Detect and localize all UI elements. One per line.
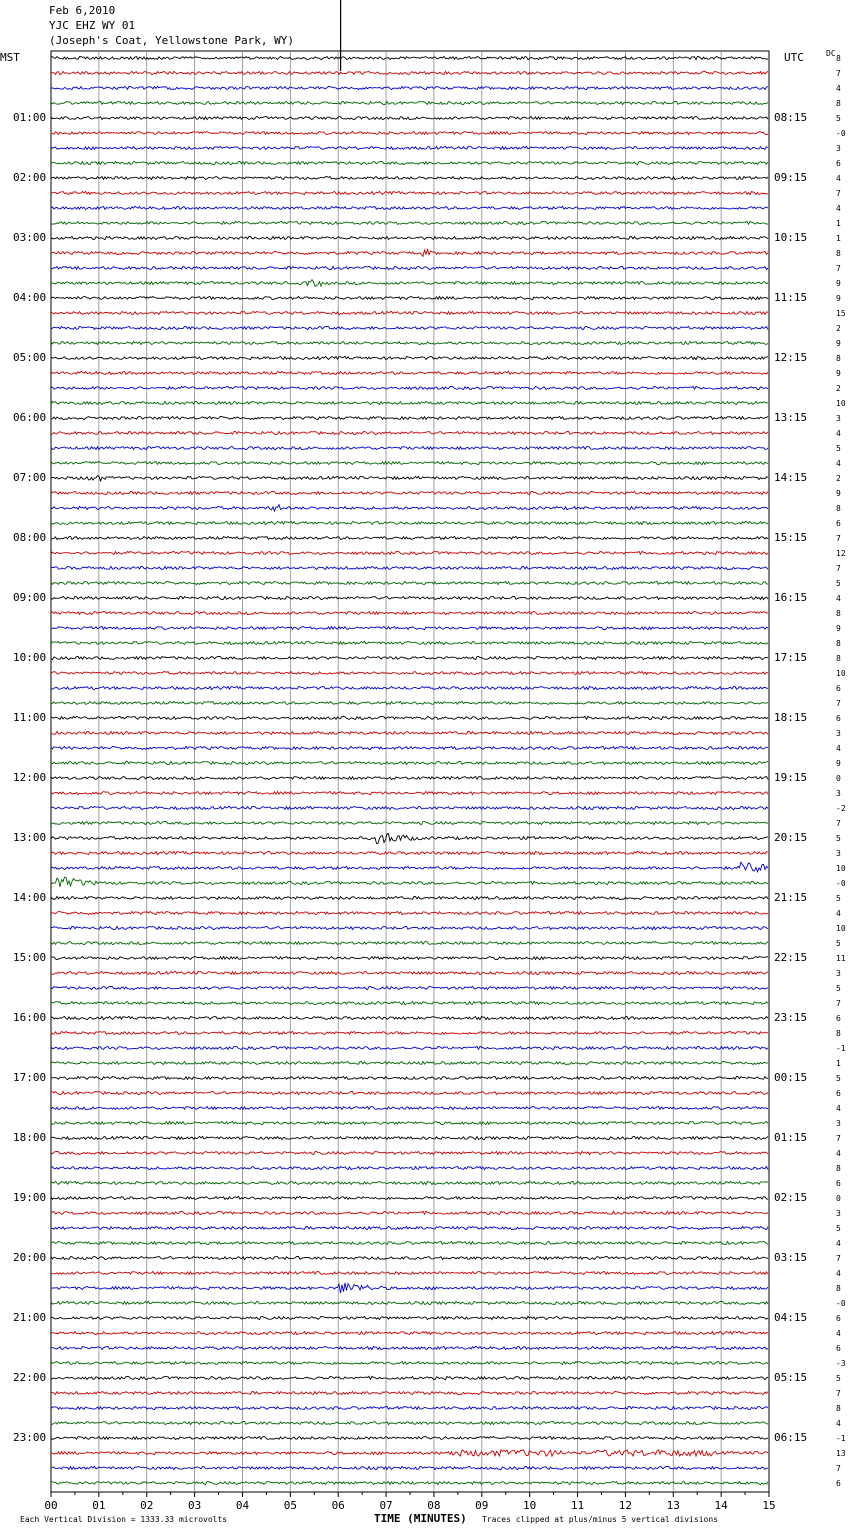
dc-offset-label: 4 (836, 1149, 841, 1158)
dc-offset-label: 6 (836, 1479, 841, 1488)
left-hour-label: 16:00 (13, 1011, 47, 1024)
clip-footnote: Traces clipped at plus/minus 5 vertical divisions (482, 1515, 719, 1524)
x-axis-title: TIME (MINUTES) (374, 1512, 467, 1525)
dc-offset-label: -2 (836, 804, 846, 813)
seismic-trace (51, 1166, 768, 1169)
seismic-trace (51, 746, 768, 749)
right-hour-label: 01:15 (774, 1131, 808, 1144)
seismic-trace (51, 131, 768, 134)
left-hour-label: 13:00 (13, 831, 47, 844)
seismic-trace (51, 461, 768, 464)
left-hour-label: 01:00 (13, 111, 47, 124)
right-hour-label: 16:15 (774, 591, 808, 604)
seismic-trace (51, 56, 768, 59)
dc-offset-label: 10 (836, 399, 846, 408)
right-hour-label: 11:15 (774, 291, 808, 304)
seismic-trace (51, 491, 768, 494)
dc-offset-label: 7 (836, 1254, 841, 1263)
left-hour-label: 04:00 (13, 291, 47, 304)
right-hour-label: 13:15 (774, 411, 808, 424)
x-tick-label: 06 (331, 1499, 345, 1512)
dc-offset-label: 6 (836, 714, 841, 723)
x-tick-label: 03 (187, 1499, 202, 1512)
seismic-trace (51, 505, 768, 511)
seismic-trace (51, 1376, 768, 1379)
dc-offset-label: 4 (836, 1419, 841, 1428)
dc-offset-label: 6 (836, 159, 841, 168)
dc-offset-label: 3 (836, 729, 841, 738)
dc-offset-label: 2 (836, 324, 841, 333)
seismic-trace (51, 626, 768, 629)
left-hour-label: 05:00 (13, 351, 47, 364)
seismic-trace (51, 611, 768, 614)
seismic-trace (51, 431, 768, 434)
right-hour-label: 15:15 (774, 531, 808, 544)
dc-offset-label: 6 (836, 1089, 841, 1098)
seismic-trace (51, 1450, 768, 1456)
seismic-trace (51, 266, 768, 269)
dc-offset-label: 5 (836, 984, 841, 993)
dc-offset-label: 7 (836, 1464, 841, 1473)
right-hour-label: 10:15 (774, 231, 808, 244)
dc-offset-label: -0 (836, 879, 846, 888)
seismic-trace (51, 716, 768, 719)
seismic-trace (51, 1241, 768, 1244)
dc-offset-label: 7 (836, 1134, 841, 1143)
dc-offset-label: 10 (836, 924, 846, 933)
right-hour-label: 19:15 (774, 771, 808, 784)
dc-offset-label: 3 (836, 144, 841, 153)
x-tick-label: 08 (427, 1499, 441, 1512)
dc-offset-label: 10 (836, 669, 846, 678)
right-hour-label: 17:15 (774, 651, 808, 664)
dc-offset-label: 8 (836, 654, 841, 663)
dc-offset-label: 4 (836, 204, 841, 213)
seismic-trace (51, 236, 768, 239)
seismic-trace (51, 326, 768, 329)
dc-offset-label: -0 (836, 129, 846, 138)
seismic-trace (51, 671, 768, 674)
seismic-trace (51, 776, 768, 779)
dc-offset-label: 7 (836, 264, 841, 273)
seismic-trace (51, 1331, 768, 1334)
dc-offset-label: -3 (836, 1359, 846, 1368)
dc-offset-label: 8 (836, 609, 841, 618)
seismic-trace (51, 476, 768, 481)
right-hour-label: 20:15 (774, 831, 808, 844)
seismic-trace (51, 851, 768, 854)
seismic-trace (51, 926, 768, 929)
seismic-trace (51, 146, 768, 149)
seismic-trace (51, 701, 768, 704)
seismic-trace (51, 1121, 768, 1124)
dc-offset-label: 4 (836, 1104, 841, 1113)
x-tick-label: 12 (618, 1499, 633, 1512)
x-tick-label: 02 (140, 1499, 154, 1512)
right-hour-label: 23:15 (774, 1011, 808, 1024)
seismic-trace (51, 116, 768, 119)
seismic-trace (51, 1196, 768, 1199)
left-hour-label: 18:00 (13, 1131, 47, 1144)
right-hour-label: 09:15 (774, 171, 808, 184)
seismic-trace (51, 1076, 768, 1079)
station-label: YJC EHZ WY 01 (49, 19, 136, 32)
left-hour-label: 10:00 (13, 651, 47, 664)
seismic-trace (51, 1316, 768, 1319)
seismic-trace (51, 1301, 768, 1304)
dc-offset-label: 8 (836, 54, 841, 63)
right-hour-label: 12:15 (774, 351, 808, 364)
scale-footnote: Each Vertical Division = 1333.33 microvolts (20, 1515, 228, 1524)
dc-offset-label: 6 (836, 1179, 841, 1188)
dc-offset-label: 0 (836, 1194, 841, 1203)
dc-offset-label: 4 (836, 594, 841, 603)
dc-offset-label: 8 (836, 1404, 841, 1413)
dc-offset-label: 5 (836, 834, 841, 843)
seismic-trace (51, 641, 768, 644)
left-hour-label: 15:00 (13, 951, 47, 964)
seismic-trace (51, 1346, 768, 1349)
seismic-trace (51, 101, 768, 104)
seismic-trace (51, 1061, 768, 1064)
x-tick-label: 15 (762, 1499, 776, 1512)
dc-offset-label: 9 (836, 624, 841, 633)
seismic-trace (51, 656, 768, 659)
left-hour-label: 12:00 (13, 771, 47, 784)
right-hour-label: 05:15 (774, 1371, 808, 1384)
dc-offset-label: 3 (836, 1119, 841, 1128)
dc-offset-label: 5 (836, 1224, 841, 1233)
x-tick-label: 10 (523, 1499, 537, 1512)
left-hour-label: 23:00 (13, 1431, 47, 1444)
x-tick-label: 04 (235, 1499, 250, 1512)
seismic-trace (51, 1151, 768, 1154)
seismic-trace (51, 296, 768, 299)
seismic-trace (51, 1211, 768, 1214)
dc-offset-label: 8 (836, 504, 841, 513)
dc-offset-label: 4 (836, 744, 841, 753)
seismic-trace (51, 1436, 768, 1439)
dc-offset-label: 10 (836, 864, 846, 873)
left-timezone-label: MST (0, 51, 20, 64)
seismic-trace (51, 956, 768, 959)
left-hour-label: 02:00 (13, 171, 47, 184)
dc-offset-label: 4 (836, 174, 841, 183)
dc-offset-label: 4 (836, 84, 841, 93)
left-hour-label: 17:00 (13, 1071, 47, 1084)
dc-offset-label: 5 (836, 1374, 841, 1383)
dc-offset-label: 8 (836, 99, 841, 108)
dc-offset-label: 7 (836, 564, 841, 573)
dc-offset-label: 3 (836, 969, 841, 978)
seismic-trace (51, 581, 768, 584)
x-tick-label: 13 (666, 1499, 680, 1512)
dc-offset-label: 5 (836, 939, 841, 948)
dc-offset-label: -1 (836, 1434, 846, 1443)
dc-offset-label: -0 (836, 1299, 846, 1308)
dc-offset-label: 6 (836, 519, 841, 528)
seismic-trace (51, 206, 768, 209)
left-hour-label: 08:00 (13, 531, 47, 544)
seismic-trace (51, 176, 768, 179)
dc-offset-label: 5 (836, 444, 841, 453)
left-hour-label: 07:00 (13, 471, 47, 484)
seismic-trace (51, 821, 768, 824)
left-hour-label: 03:00 (13, 231, 47, 244)
seismic-trace (51, 986, 768, 989)
seismic-trace (51, 971, 768, 974)
dc-offset-label: 3 (836, 789, 841, 798)
seismic-trace (51, 911, 768, 914)
seismic-trace (51, 596, 768, 599)
left-hour-label: 09:00 (13, 591, 47, 604)
left-hour-label: 06:00 (13, 411, 47, 424)
dc-offset-label: 6 (836, 1014, 841, 1023)
right-hour-label: 00:15 (774, 1071, 808, 1084)
dc-offset-label: 11 (836, 954, 846, 963)
dc-offset-label: 9 (836, 294, 841, 303)
dc-offset-label: 4 (836, 459, 841, 468)
dc-offset-label: 5 (836, 579, 841, 588)
seismic-trace (51, 1226, 768, 1229)
dc-offset-label: 12 (836, 549, 846, 558)
dc-offset-label: -1 (836, 1044, 846, 1053)
dc-offset-label: 9 (836, 339, 841, 348)
dc-offset-label: 4 (836, 1269, 841, 1278)
seismic-trace (51, 896, 768, 899)
x-tick-label: 11 (570, 1499, 585, 1512)
x-tick-label: 01 (92, 1499, 106, 1512)
seismic-trace (51, 221, 768, 224)
right-hour-label: 22:15 (774, 951, 808, 964)
dc-offset-label: 3 (836, 849, 841, 858)
seismic-trace (51, 1466, 768, 1469)
dc-offset-label: 5 (836, 894, 841, 903)
dc-header-label: DC (826, 49, 836, 58)
seismic-trace (51, 311, 768, 314)
seismic-trace (51, 1271, 768, 1274)
dc-offset-label: 7 (836, 1389, 841, 1398)
date-label: Feb 6,2010 (49, 4, 116, 17)
seismic-trace (51, 566, 768, 569)
seismic-trace (51, 761, 768, 764)
seismic-trace (51, 1001, 768, 1004)
dc-offset-label: 8 (836, 249, 841, 258)
seismic-trace (51, 161, 768, 164)
seismic-trace (51, 1031, 768, 1034)
dc-offset-label: 8 (836, 1284, 841, 1293)
dc-offset-label: 8 (836, 1029, 841, 1038)
seismic-trace (51, 1016, 768, 1019)
dc-offset-label: 7 (836, 699, 841, 708)
seismic-trace (51, 1256, 768, 1259)
x-tick-label: 05 (283, 1499, 297, 1512)
seismic-trace (51, 1361, 768, 1364)
seismic-trace (51, 1181, 768, 1184)
seismic-trace (51, 834, 768, 844)
dc-offset-label: 3 (836, 414, 841, 423)
seismic-trace (51, 86, 768, 89)
dc-offset-label: 8 (836, 639, 841, 648)
left-hour-label: 20:00 (13, 1251, 47, 1264)
seismic-trace (51, 386, 768, 389)
dc-offset-label: 7 (836, 69, 841, 78)
seismic-trace (51, 446, 768, 449)
seismic-trace (51, 686, 768, 689)
seismic-trace (51, 877, 768, 887)
dc-offset-label: 1 (836, 1059, 841, 1068)
dc-offset-label: 9 (836, 489, 841, 498)
seismic-trace (51, 1046, 768, 1049)
dc-offset-label: 2 (836, 474, 841, 483)
x-tick-label: 14 (714, 1499, 728, 1512)
dc-offset-label: 7 (836, 819, 841, 828)
right-hour-label: 04:15 (774, 1311, 808, 1324)
seismic-trace (51, 356, 768, 359)
dc-offset-label: 7 (836, 534, 841, 543)
seismic-trace (51, 1136, 768, 1139)
dc-offset-label: 6 (836, 684, 841, 693)
dc-offset-label: 9 (836, 759, 841, 768)
right-timezone-label: UTC (784, 51, 804, 64)
seismic-trace (51, 521, 768, 524)
seismic-trace (51, 862, 768, 872)
seismic-trace (51, 1091, 768, 1094)
seismic-trace (51, 806, 768, 809)
dc-offset-label: 3 (836, 1209, 841, 1218)
dc-offset-label: 7 (836, 999, 841, 1008)
seismic-trace (51, 1283, 768, 1293)
right-hour-label: 14:15 (774, 471, 808, 484)
seismic-trace (51, 941, 768, 944)
right-hour-label: 08:15 (774, 111, 808, 124)
dc-offset-label: 2 (836, 384, 841, 393)
dc-offset-label: 4 (836, 909, 841, 918)
dc-offset-label: 13 (836, 1449, 846, 1458)
location-label: (Joseph's Coat, Yellowstone Park, WY) (49, 34, 295, 47)
seismic-trace (51, 791, 768, 794)
seismic-trace (51, 1421, 768, 1424)
dc-offset-label: 7 (836, 189, 841, 198)
seismic-trace (51, 341, 768, 344)
seismic-trace (51, 1391, 768, 1394)
right-hour-label: 06:15 (774, 1431, 808, 1444)
dc-offset-label: 4 (836, 1239, 841, 1248)
seismic-trace (51, 1106, 768, 1109)
dc-offset-label: 6 (836, 1344, 841, 1353)
right-hour-label: 18:15 (774, 711, 808, 724)
x-tick-label: 00 (44, 1499, 58, 1512)
dc-offset-label: 15 (836, 309, 846, 318)
dc-offset-label: 4 (836, 1329, 841, 1338)
dc-offset-label: 6 (836, 1314, 841, 1323)
seismic-trace (51, 401, 768, 404)
left-hour-label: 22:00 (13, 1371, 47, 1384)
seismic-trace (51, 1406, 768, 1409)
dc-offset-label: 8 (836, 1164, 841, 1173)
seismic-trace (51, 71, 768, 74)
left-hour-label: 11:00 (13, 711, 47, 724)
seismic-trace (51, 731, 768, 734)
seismic-trace (51, 371, 768, 374)
dc-offset-label: 1 (836, 219, 841, 228)
seismic-trace (51, 416, 768, 419)
dc-offset-label: 5 (836, 1074, 841, 1083)
right-hour-label: 02:15 (774, 1191, 808, 1204)
seismic-trace (51, 536, 768, 539)
seismic-trace (51, 250, 768, 257)
dc-offset-label: 8 (836, 354, 841, 363)
right-hour-label: 03:15 (774, 1251, 808, 1264)
x-tick-label: 07 (379, 1499, 393, 1512)
seismic-trace (51, 191, 768, 194)
dc-offset-label: 9 (836, 369, 841, 378)
seismic-trace (51, 551, 768, 554)
left-hour-label: 21:00 (13, 1311, 47, 1324)
left-hour-label: 14:00 (13, 891, 47, 904)
seismic-trace (51, 280, 768, 287)
dc-offset-label: 0 (836, 774, 841, 783)
seismic-trace (51, 1481, 768, 1484)
x-tick-label: 09 (475, 1499, 489, 1512)
dc-offset-label: 9 (836, 279, 841, 288)
dc-offset-label: 1 (836, 234, 841, 243)
left-hour-label: 19:00 (13, 1191, 47, 1204)
dc-offset-label: 4 (836, 429, 841, 438)
dc-offset-label: 5 (836, 114, 841, 123)
right-hour-label: 21:15 (774, 891, 808, 904)
